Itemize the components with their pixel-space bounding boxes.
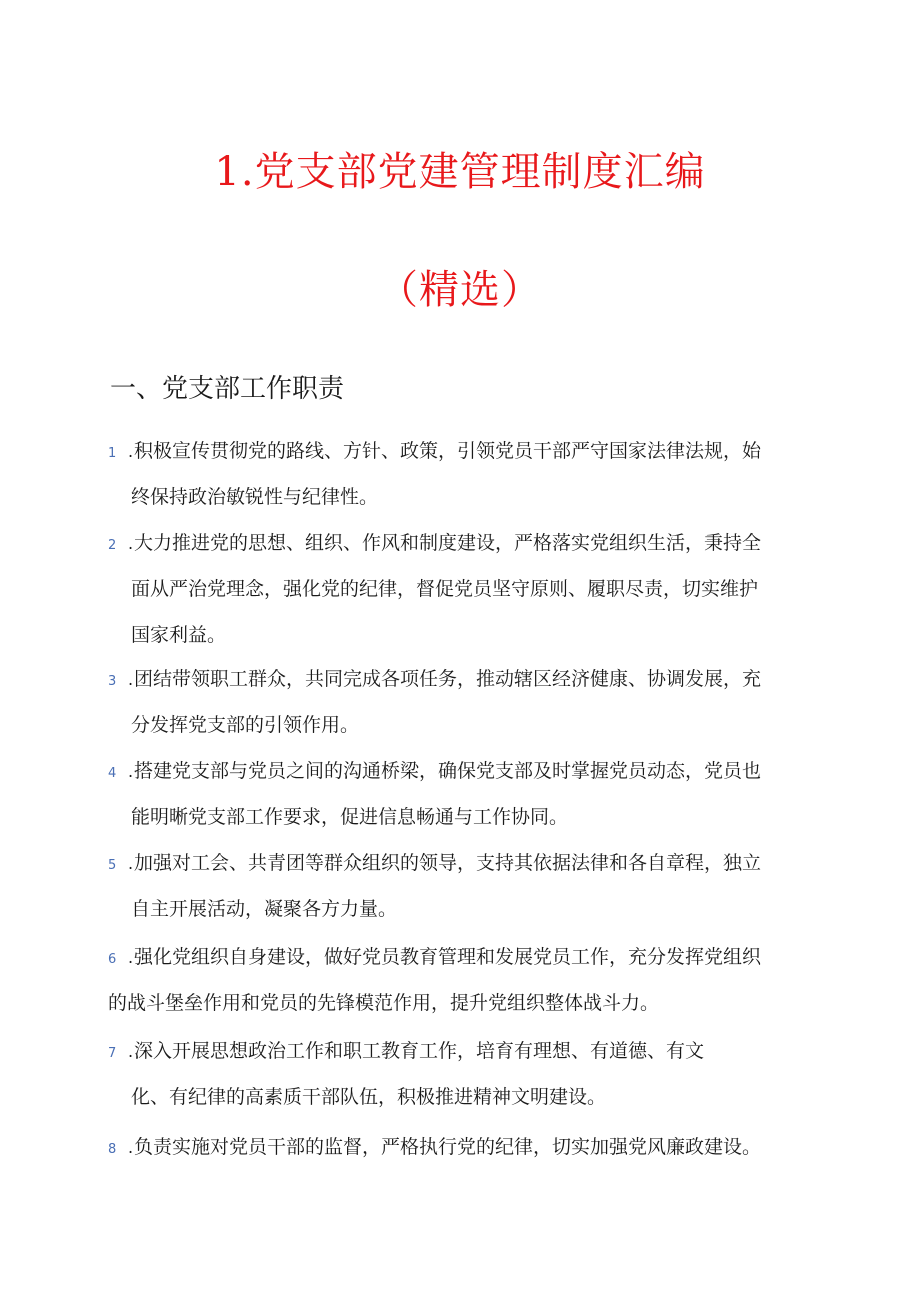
item-line [108,428,808,474]
item-separator: . [128,442,134,461]
list-item [108,840,808,932]
list-item [108,428,808,520]
item-number: 6 [108,952,117,967]
list-item [108,1028,808,1120]
item-separator: . [128,534,134,553]
item-separator: . [128,670,134,689]
item-text: 团结带领职工群众，共同完成各项任务，推动辖区经济健康、协调发展，充 [134,668,762,690]
list-item [108,656,808,748]
item-line [108,934,808,980]
item-line: 能明晰党支部工作要求，促进信息畅通与工作协同。 [131,806,569,828]
item-text: 强化党组织自身建设，做好党员教育管理和发展党员工作，充分发挥党组织 [134,946,762,968]
list-item [108,520,808,658]
item-line: 国家利益。 [131,624,227,646]
item-text: 积极宣传贯彻党的路线、方针、政策，引领党员干部严守国家法律法规，始 [134,440,762,462]
item-separator: . [128,762,134,781]
item-text: 大力推进党的思想、组织、作风和制度建设，严格落实党组织生活，秉持全 [134,532,762,554]
item-number: 3 [108,674,117,689]
item-line: 自主开展活动，凝聚各方力量。 [131,898,398,920]
document-title: 1.党支部党建管理制度汇编 [214,149,706,195]
item-line: 的战斗堡垒作用和党员的先锋模范作用，提升党组织整体战斗力。 [108,992,660,1014]
item-line [108,748,808,794]
item-line [108,1124,808,1170]
item-line [108,1028,808,1074]
item-number: 4 [108,766,117,781]
item-number: 1 [108,446,117,461]
item-separator: . [128,948,134,967]
item-line [108,840,808,886]
item-separator: . [128,854,134,873]
item-line: 分发挥党支部的引领作用。 [131,714,360,736]
section-heading: 一、党支部工作职责 [110,374,345,404]
item-number: 8 [108,1142,117,1157]
item-separator: . [128,1042,134,1061]
document-subtitle: （精选） [378,267,542,313]
item-text: 加强对工会、共青团等群众组织的领导，支持其依据法律和各自章程，独立 [134,852,762,874]
item-text: 深入开展思想政治工作和职工教育工作，培育有理想、有道德、有文 [134,1040,705,1062]
item-text: 搭建党支部与党员之间的沟通桥梁，确保党支部及时掌握党员动态，党员也 [134,760,762,782]
list-item [108,748,808,840]
item-number: 5 [108,858,117,873]
item-text: 负责实施对党员干部的监督，严格执行党的纪律，切实加强党风廉政建设。 [134,1136,762,1158]
item-line: 终保持政治敏锐性与纪律性。 [131,486,379,508]
item-separator: . [128,1138,134,1157]
list-item [108,934,808,1026]
item-line: 面从严治党理念，强化党的纪律，督促党员坚守原则、履职尽责，切实维护 [131,578,759,600]
item-number: 7 [108,1046,117,1061]
list-item [108,1124,808,1170]
item-line [108,520,808,566]
item-line: 化、有纪律的高素质干部队伍，积极推进精神文明建设。 [131,1086,607,1108]
item-number: 2 [108,538,117,553]
item-line [108,656,808,702]
